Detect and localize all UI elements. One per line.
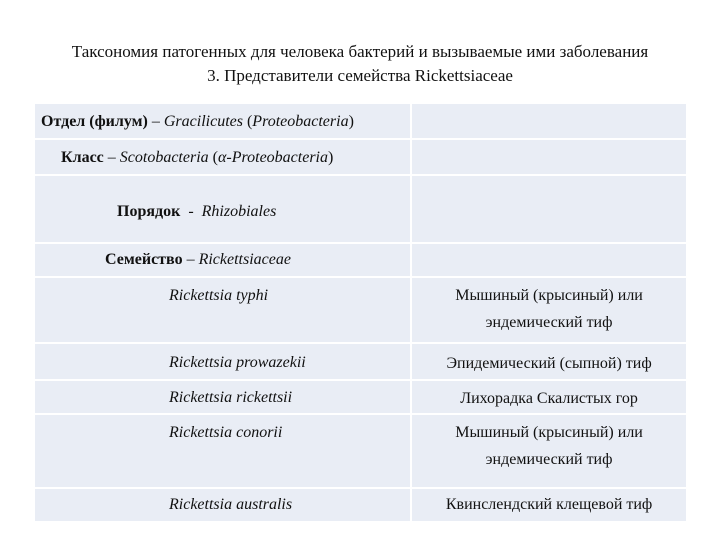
order-name: Rhizobiales bbox=[201, 203, 277, 220]
disease-cell bbox=[412, 381, 686, 415]
species-cell bbox=[35, 344, 412, 381]
class-label: Класс bbox=[61, 149, 104, 166]
table-row-species bbox=[35, 381, 686, 415]
empty-cell bbox=[412, 104, 686, 140]
empty-cell bbox=[412, 176, 686, 244]
disease-name: Эпидемический (сыпной) тиф bbox=[446, 355, 652, 372]
species-cell bbox=[35, 278, 412, 344]
order-cell bbox=[35, 176, 412, 244]
table-row-species bbox=[35, 278, 686, 344]
table-row-order bbox=[35, 176, 686, 244]
phylum-paren-open: ( bbox=[242, 113, 253, 130]
species-cell bbox=[35, 489, 412, 523]
species-name: Rickettsia typhi bbox=[169, 287, 269, 304]
class-name: Scotobacteria bbox=[119, 149, 209, 166]
species-name: Rickettsia prowazekii bbox=[169, 354, 306, 371]
order-label: Порядок bbox=[117, 203, 181, 220]
class-paren-close: ) bbox=[327, 149, 334, 166]
title-line-1: Таксономия патогенных для человека бактерий и вызываемые ими заболевания bbox=[71, 42, 649, 61]
disease-name: Мышиный (крысиный) или эндемический тиф bbox=[455, 424, 643, 468]
table-row-species bbox=[35, 489, 686, 523]
table-row-family bbox=[35, 244, 686, 278]
empty-cell bbox=[412, 140, 686, 176]
class-alt: α-Proteobacteria bbox=[217, 149, 328, 166]
disease-name: Лихорадка Скалистых гор bbox=[460, 390, 638, 407]
phylum-dash: – bbox=[147, 113, 164, 130]
empty-cell bbox=[412, 244, 686, 278]
class-paren-open: ( bbox=[208, 149, 218, 166]
family-cell bbox=[35, 244, 412, 278]
species-name: Rickettsia australis bbox=[169, 496, 293, 513]
class-dash: – bbox=[103, 149, 120, 166]
phylum-alt: Proteobacteria bbox=[252, 113, 349, 130]
phylum-label: Отдел (филум) bbox=[41, 113, 148, 130]
disease-cell bbox=[412, 415, 686, 489]
table-row-species bbox=[35, 415, 686, 489]
disease-cell bbox=[412, 489, 686, 523]
table-row-phylum bbox=[35, 104, 686, 140]
disease-name: Мышиный (крысиный) или эндемический тиф bbox=[455, 287, 643, 331]
family-dash: – bbox=[182, 251, 199, 268]
order-dash: - bbox=[180, 203, 202, 220]
species-cell bbox=[35, 381, 412, 415]
phylum-paren-close: ) bbox=[348, 113, 354, 130]
disease-cell bbox=[412, 278, 686, 344]
family-label: Семейство bbox=[105, 251, 183, 268]
species-name: Rickettsia rickettsii bbox=[169, 389, 293, 406]
table-row-species bbox=[35, 344, 686, 381]
phylum-name: Gracilicutes bbox=[163, 113, 243, 130]
page-title bbox=[0, 40, 720, 88]
phylum-cell bbox=[35, 104, 412, 140]
class-cell bbox=[35, 140, 412, 176]
disease-name: Квинслендский клещевой тиф bbox=[445, 496, 653, 513]
title-line-2: 3. Представители семейства Rickettsiaceae bbox=[207, 66, 513, 85]
taxonomy-table bbox=[35, 104, 686, 523]
family-name: Rickettsiaceae bbox=[198, 251, 291, 268]
species-name: Rickettsia conorii bbox=[169, 424, 283, 441]
species-cell bbox=[35, 415, 412, 489]
disease-cell bbox=[412, 344, 686, 381]
table-row-class bbox=[35, 140, 686, 176]
